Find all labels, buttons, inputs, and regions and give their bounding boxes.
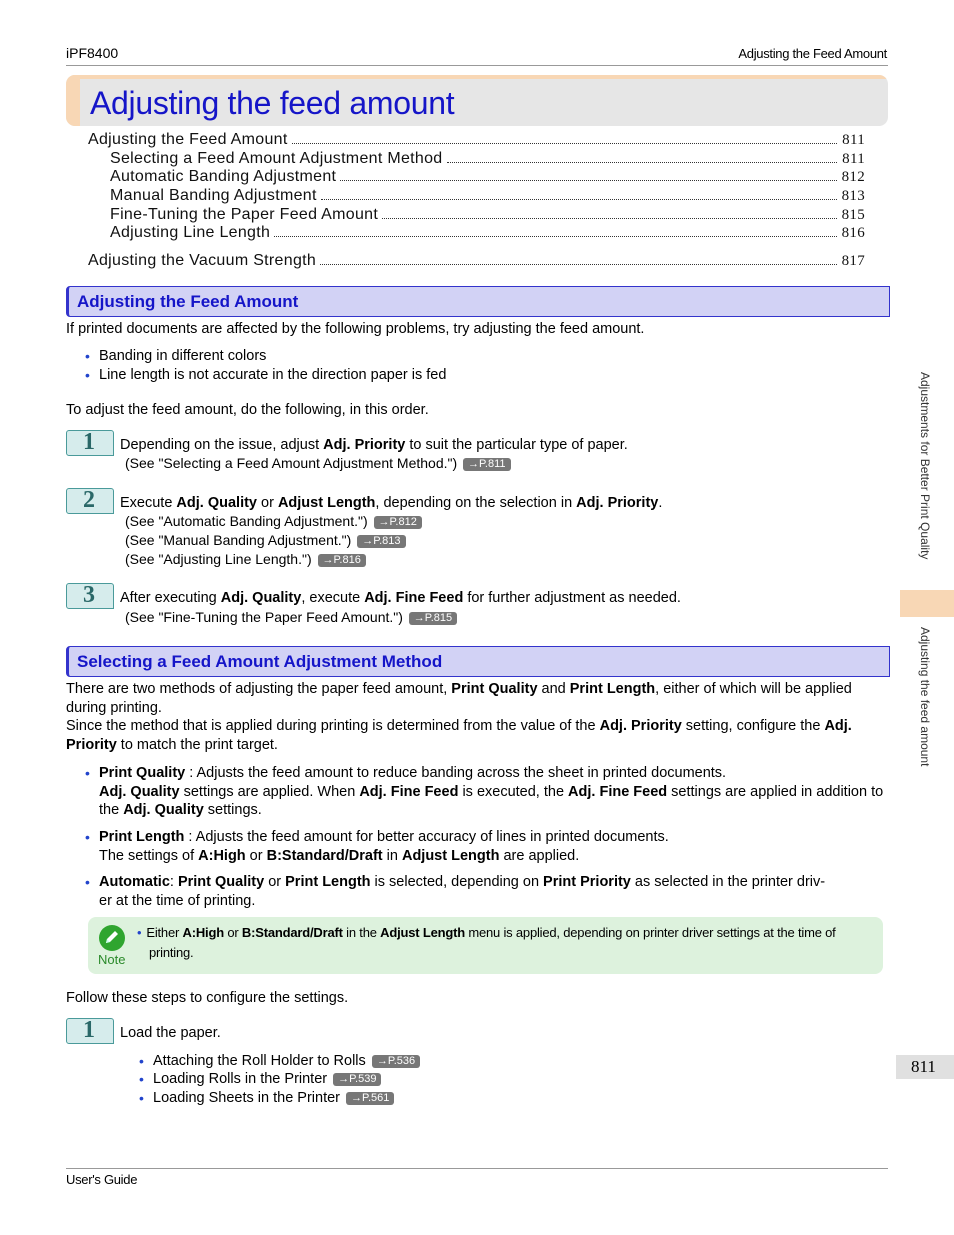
cross-reference: (See "Manual Banding Adjustment.") →P.813 xyxy=(125,532,406,548)
intro-text: If printed documents are affected by the following problems, try adjusting the feed amount. xyxy=(66,321,645,337)
list-item: • Automatic: Print Quality or Print Length is selected, depending on Print Priority as selected in the printer driv- er at the time of printing. xyxy=(85,874,826,909)
list-item: • Print Length : Adjusts the feed amount for better accuracy of lines in printed documents. The settings of A:High or B:Standard/Draft in Adjust Length are applied. xyxy=(85,829,669,864)
list-item: • Attaching the Roll Holder to Rolls →P.536 xyxy=(153,1052,420,1071)
toc-item[interactable]: Adjusting the Vacuum Strength 817 xyxy=(88,252,865,269)
step-text: Load the paper. xyxy=(120,1025,221,1041)
header-rule xyxy=(66,65,888,66)
list-item: • Print Quality : Adjusts the feed amount to reduce banding across the sheet in printed documents. Adj. Quality settings are applied. When Adj. Fine Feed is executed, the Adj. Fine Feed settings are applied in addition to the Adj. Quality settings. xyxy=(85,765,884,818)
pencil-note-icon xyxy=(99,925,125,951)
sidebar-section: Adjusting the feed amount xyxy=(918,627,932,767)
sidebar-chapter: Adjustments for Better Print Quality xyxy=(918,372,932,560)
list-item: • Loading Rolls in the Printer →P.539 xyxy=(153,1070,381,1089)
toc-item[interactable]: Fine-Tuning the Paper Feed Amount 815 xyxy=(110,206,865,223)
page-link[interactable]: →P.539 xyxy=(333,1073,381,1086)
cross-reference: (See "Selecting a Feed Amount Adjustment Method.") →P.811 xyxy=(125,455,511,471)
page-link[interactable]: →P.815 xyxy=(409,612,457,625)
body-paragraph: Since the method that is applied during printing is determined from the value of the Adj. Priority setting, configure the Adj. Priority to match the print target. xyxy=(66,718,852,753)
follow-text: Follow these steps to configure the settings. xyxy=(66,990,349,1006)
step-number-badge: 1 xyxy=(66,430,114,456)
page-link[interactable]: →P.561 xyxy=(346,1092,394,1105)
toc-item[interactable]: Manual Banding Adjustment 813 xyxy=(110,187,865,204)
page-link[interactable]: →P.812 xyxy=(374,516,422,529)
order-text: To adjust the feed amount, do the following, in this order. xyxy=(66,402,429,418)
list-item: • Loading Sheets in the Printer →P.561 xyxy=(153,1089,394,1108)
chapter-title-banner xyxy=(66,75,888,126)
cross-reference: (See "Adjusting Line Length.") →P.816 xyxy=(125,551,366,567)
page-link[interactable]: →P.811 xyxy=(463,458,511,471)
section-heading: Selecting a Feed Amount Adjustment Method xyxy=(66,646,890,677)
page-number: 811 xyxy=(911,1057,936,1076)
toc-item[interactable]: Adjusting the Feed Amount 811 xyxy=(88,131,865,148)
running-header: Adjusting the Feed Amount xyxy=(738,46,887,61)
body-paragraph: There are two methods of adjusting the paper feed amount, Print Quality and Print Length, either of which will be applied during printing. xyxy=(66,681,852,716)
step-number-badge: 3 xyxy=(66,583,114,609)
list-item: • Banding in different colors xyxy=(85,348,267,364)
step-number-badge: 2 xyxy=(66,488,114,514)
step-text: After executing Adj. Quality, execute Adj. Fine Feed for further adjustment as needed. xyxy=(120,590,681,606)
list-item: • Line length is not accurate in the direction paper is fed xyxy=(85,367,447,383)
note-box xyxy=(88,917,883,974)
note-label: Note xyxy=(98,952,126,967)
toc-item[interactable]: Selecting a Feed Amount Adjustment Method 811 xyxy=(110,150,865,167)
page-link[interactable]: →P.536 xyxy=(372,1055,420,1068)
footer-text: User's Guide xyxy=(66,1172,138,1187)
page-number-tab xyxy=(896,1055,954,1079)
footer-rule xyxy=(66,1168,888,1169)
toc-item[interactable]: Automatic Banding Adjustment 812 xyxy=(110,168,865,185)
toc-item[interactable]: Adjusting Line Length 816 xyxy=(110,224,865,241)
section-heading: Adjusting the Feed Amount xyxy=(66,286,890,317)
step-number-badge: 1 xyxy=(66,1018,114,1044)
step-text: Depending on the issue, adjust Adj. Priority to suit the particular type of paper. xyxy=(120,437,628,453)
step-text: Execute Adj. Quality or Adjust Length, depending on the selection in Adj. Priority. xyxy=(120,495,663,511)
cross-reference: (See "Automatic Banding Adjustment.") →P.812 xyxy=(125,513,422,529)
sidebar-tab-marker xyxy=(900,590,954,617)
note-text: • Either A:High or B:Standard/Draft in the Adjust Length menu is applied, depending on printer driver settings at the time of printing. xyxy=(137,925,836,960)
page-link[interactable]: →P.813 xyxy=(357,535,405,548)
page-link[interactable]: →P.816 xyxy=(318,554,366,567)
product-name: iPF8400 xyxy=(66,45,119,61)
cross-reference: (See "Fine-Tuning the Paper Feed Amount.") →P.815 xyxy=(125,609,457,625)
page-title: Adjusting the feed amount xyxy=(90,85,455,121)
